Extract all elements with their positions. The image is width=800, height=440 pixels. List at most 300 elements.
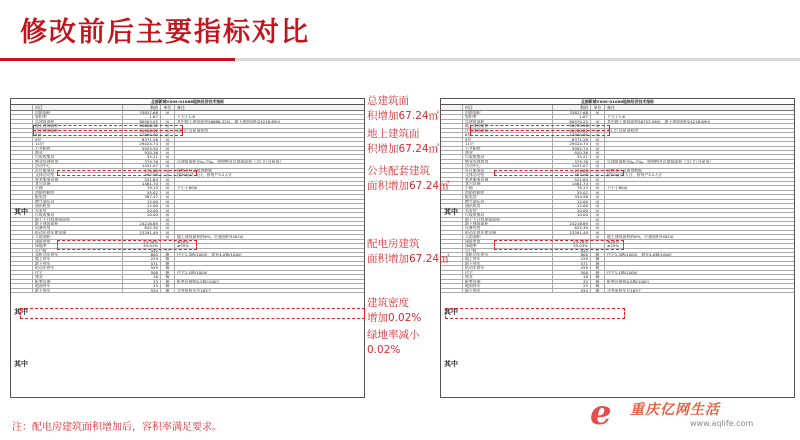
cell-note: 配套设施按0.5辆/100㎡ <box>177 279 220 284</box>
cell-group <box>11 275 33 278</box>
cell-note <box>175 275 364 278</box>
cell-unit: ㎡ <box>591 226 605 229</box>
cell-name: 商业 <box>463 275 553 278</box>
cell-unit: 辆 <box>591 289 605 292</box>
cell-value: 1.67 <box>123 115 161 118</box>
cell-value: 229 <box>123 257 161 260</box>
highlight-public-left <box>57 170 197 176</box>
group-label: 其中 <box>14 360 28 368</box>
cell-name: 消防控制室 <box>33 191 123 194</box>
cell-group <box>441 280 463 283</box>
cell-note: 配套设施按0.5辆/100㎡ <box>607 279 650 284</box>
cell-unit: ㎡ <box>161 213 175 216</box>
highlight-public-right <box>494 170 624 176</box>
cell-unit: ㎡ <box>161 160 175 163</box>
cell-unit: ㎡ <box>161 200 175 203</box>
cell-value: 18 <box>123 275 161 278</box>
header-unit: 单位 <box>591 105 605 110</box>
cell-name: 其它设施 <box>463 182 553 185</box>
cell-name: 绿地率 <box>33 244 123 247</box>
cell-name: 地上停车 <box>33 257 123 260</box>
cell-group <box>441 142 463 145</box>
cell-note <box>605 111 794 114</box>
cell-unit: 户 <box>161 249 175 252</box>
cell-group <box>11 200 33 203</box>
cell-group <box>11 231 33 234</box>
annotation-public: 公共配套建筑 面积增加67.24㎡ <box>367 165 450 192</box>
cell-name: 地面停车 <box>463 284 553 287</box>
cell-value: 521.64 <box>123 178 161 181</box>
cell-group <box>11 124 33 127</box>
cell-group <box>441 271 463 274</box>
cell-name: 地上建筑面积 <box>33 124 123 127</box>
footnote: 注：配电房建筑面积增加后，容积率满足要求。 <box>12 422 222 433</box>
cell-note <box>605 284 794 287</box>
cell-value: 80970.25 <box>553 120 591 123</box>
cell-name: 总建筑面积 <box>463 120 553 123</box>
cell-name: 机动车停车 <box>33 266 123 269</box>
cell-value: 20.00 <box>553 209 591 212</box>
cell-note <box>175 266 364 269</box>
cell-note <box>605 138 794 141</box>
cell-note: 含门厅及屋顶机房 <box>177 128 209 133</box>
cell-group <box>11 235 33 238</box>
cell-value: 534 <box>123 289 161 292</box>
cell-name: 公厕 <box>33 186 123 189</box>
cell-name: 配套设施 <box>33 280 123 283</box>
cell-value: 33 <box>553 280 591 283</box>
cell-note <box>605 195 794 198</box>
cell-value: 508 <box>553 271 591 274</box>
cell-value: 29424.74 <box>553 142 591 145</box>
cell-name: 地下停车 <box>33 289 123 292</box>
cell-note <box>605 155 794 158</box>
cell-unit: 辆 <box>591 280 605 283</box>
cell-group <box>441 289 463 292</box>
cell-group <box>11 226 33 229</box>
cell-value <box>123 235 161 238</box>
cell-name: 机动车停车 <box>463 266 553 269</box>
cell-value: 559 <box>553 266 591 269</box>
cell-name: 其它设施 <box>33 182 123 185</box>
cell-note <box>175 226 364 229</box>
cell-name: 配套设施 <box>463 280 553 283</box>
cell-name: 地下停车 <box>463 289 553 292</box>
cell-unit: ㎡ <box>161 218 175 221</box>
cell-note: 总建筑面积3‰-7‰，按照物业总建筑面积（含门厅及屋顶） <box>177 159 284 164</box>
cell-unit: ㎡ <box>591 164 605 167</box>
cell-unit: ㎡ <box>591 222 605 225</box>
cell-group <box>11 160 33 163</box>
cell-name: 配电房 <box>33 195 123 198</box>
header-note: 备注 <box>177 105 185 110</box>
cell-note <box>175 111 364 114</box>
cell-note <box>605 200 794 203</box>
cell-group <box>11 218 33 221</box>
cell-unit: 辆 <box>161 275 175 278</box>
cell-note <box>605 262 794 265</box>
cell-unit: ㎡ <box>591 182 605 185</box>
table-caption: 北部新城YX09-01066地块经济技术指标 <box>441 99 794 105</box>
watermark-logo-icon: e <box>590 393 612 433</box>
cell-name: 垃圾收集站 <box>463 155 553 158</box>
cell-note <box>175 249 364 252</box>
cell-value: 800 <box>553 253 591 256</box>
cell-name: 11层 <box>463 142 553 145</box>
cell-value: 33 <box>123 280 161 283</box>
cell-note <box>175 164 364 167</box>
cell-value: 274.68 <box>123 169 161 172</box>
cell-value: 387.47 <box>123 195 161 198</box>
cell-unit: ㎡ <box>591 213 605 216</box>
header-note: 备注 <box>607 105 615 110</box>
cell-unit: ㎡ <box>591 169 605 172</box>
cell-group <box>441 147 463 150</box>
cell-value: 8371.28 <box>553 138 591 141</box>
cell-unit: ㎡ <box>591 151 605 154</box>
cell-value: 1461.74 <box>553 182 591 185</box>
cell-note: 按20㎡/千人计，按每户3.2人计 <box>177 173 233 177</box>
cell-group <box>11 195 33 198</box>
cell-name: 社区服务站 <box>463 169 553 172</box>
cell-value: 920.36 <box>123 151 161 154</box>
cell-note <box>175 209 364 212</box>
cell-unit: ㎡ <box>161 182 175 185</box>
cell-name: 建筑密度 <box>33 240 123 243</box>
cell-group <box>441 133 463 136</box>
cell-value: 20.00 <box>123 209 161 212</box>
cell-value: 50760.82 <box>123 129 161 132</box>
cell-group <box>441 129 463 132</box>
cell-group <box>11 244 33 247</box>
cell-value: 571 <box>553 262 591 265</box>
cell-group <box>11 178 33 181</box>
cell-unit: ㎡ <box>161 133 175 136</box>
cell-name: 通讯机房 <box>463 204 553 207</box>
cell-note <box>175 231 364 234</box>
cell-unit: ㎡ <box>161 209 175 212</box>
cell-unit: 辆 <box>591 284 605 287</box>
cell-name: 商业 <box>33 151 123 154</box>
cell-note <box>175 257 364 260</box>
cell-value: 12.00 <box>123 204 161 207</box>
cell-note <box>175 124 364 127</box>
cell-group <box>11 271 33 274</box>
cell-name: 文体活动室 <box>463 173 553 176</box>
cell-value: 24.28% <box>553 240 591 243</box>
cell-group <box>11 111 33 114</box>
cell-group <box>11 289 33 292</box>
cell-name: 绿地率 <box>463 244 553 247</box>
cell-note: 含充电桩车位163个 <box>177 288 212 292</box>
cell-note <box>175 191 364 194</box>
cell-note <box>175 195 364 198</box>
highlight-density-left <box>20 308 365 319</box>
cell-note: 其中地上建筑面积56686.32㎡，地下建筑面积24216.69㎡ <box>177 119 281 124</box>
cell-value <box>553 235 591 238</box>
cell-name: 11层 <box>33 142 123 145</box>
cell-unit: ㎡ <box>591 142 605 145</box>
cell-name: 水泵房 <box>33 209 123 212</box>
cell-unit: ㎡ <box>161 169 175 172</box>
cell-note: 含充电桩车位163个 <box>607 288 642 292</box>
cell-value: 33827.68 <box>123 111 161 114</box>
cell-value: 24.30% <box>123 240 161 243</box>
cell-value: 79.13 <box>123 186 161 189</box>
cell-name: 机动车停车库设施 <box>33 231 123 234</box>
annotation-above-area: 地上建筑面 积增加67.24㎡ <box>367 128 440 155</box>
cell-unit: 辆 <box>591 266 605 269</box>
cell-value: 35.01% <box>123 244 161 247</box>
cell-value: 24216.69 <box>553 222 591 225</box>
cell-value: 23391.49 <box>553 231 591 234</box>
cell-group <box>11 253 33 256</box>
cell-value: 1451.07 <box>553 164 591 167</box>
cell-note <box>175 138 364 141</box>
cell-unit: ㎡ <box>161 138 175 141</box>
cell-name: 公厕 <box>463 186 553 189</box>
cell-unit: 辆 <box>161 266 175 269</box>
cell-name: 物业管理用房 <box>463 160 553 163</box>
cell-group <box>441 120 463 123</box>
cell-note <box>175 213 364 216</box>
cell-group <box>11 182 33 185</box>
cell-note <box>605 231 794 234</box>
cell-name: 住宅 <box>33 271 123 274</box>
cell-value: 25 <box>553 284 591 287</box>
cell-name: 容积率 <box>463 115 553 118</box>
cell-group <box>11 284 33 287</box>
cell-name: 非机动车停车 <box>33 253 123 256</box>
cell-note: ≥35% <box>607 244 619 248</box>
cell-group <box>11 262 33 265</box>
cell-note <box>175 147 364 150</box>
cell-note: ≤28% <box>607 239 619 244</box>
table-row <box>441 289 794 293</box>
cell-unit: ㎡ <box>591 186 605 189</box>
cell-value: 825.30 <box>553 226 591 229</box>
watermark-url: www.aqlife.com <box>690 419 754 428</box>
highlight-density-right <box>445 308 625 319</box>
cell-value: 800 <box>123 253 161 256</box>
cell-name: 文体活动室 <box>33 173 123 176</box>
cell-name: 6层 <box>463 133 553 136</box>
cell-note <box>605 266 794 269</box>
cell-group <box>441 111 463 114</box>
cell-unit: ㎡ <box>161 124 175 127</box>
cell-value: 29424.74 <box>123 142 161 145</box>
cell-note: 含门厅及屋顶机房 <box>607 128 639 133</box>
cell-note: 不大于1.6 <box>607 115 625 119</box>
cell-group <box>441 138 463 141</box>
cell-group <box>441 115 463 118</box>
cell-value: 12.00 <box>553 200 591 203</box>
annotation-green-rate: 绿地率减小 0.02% <box>367 329 420 356</box>
cell-name: 非机动车停车 <box>463 253 553 256</box>
cell-note: 按物业公司提供数据 <box>607 168 643 173</box>
cell-note: 总建筑面积3‰-7‰，按照物业总建筑面积（含门厅及屋顶） <box>607 159 714 164</box>
cell-group <box>11 240 33 243</box>
cell-name: 容积率 <box>33 115 123 118</box>
cell-value: 5925.50 <box>123 147 161 150</box>
cell-note <box>605 142 794 145</box>
highlight-power-left <box>57 240 197 250</box>
cell-name: 消防控制室 <box>463 191 553 194</box>
cell-value: 521.64 <box>553 178 591 181</box>
cell-value: 35.21 <box>123 155 161 158</box>
cell-name: 地下建筑面积 <box>33 222 123 225</box>
cell-group <box>441 231 463 234</box>
cell-name: 垃圾收集站 <box>463 213 553 216</box>
group-label: 其中 <box>444 208 458 216</box>
cell-name: 地下建筑面积 <box>463 222 553 225</box>
cell-unit <box>591 115 605 118</box>
cell-value: 1.67 <box>553 115 591 118</box>
header-item: 项目 <box>33 105 123 110</box>
group-label: 其中 <box>444 308 458 316</box>
cell-unit <box>161 115 175 118</box>
title-accent-bar <box>0 58 235 61</box>
cell-value: 920.36 <box>553 151 591 154</box>
cell-unit: ㎡ <box>591 209 605 212</box>
cell-value: 50760.82 <box>553 129 591 132</box>
cell-unit: 辆 <box>591 257 605 260</box>
cell-group <box>11 169 33 172</box>
cell-group <box>441 284 463 287</box>
cell-group <box>441 155 463 158</box>
cell-note <box>605 191 794 194</box>
cell-value: 379.76 <box>553 160 591 163</box>
cell-name: 9层 <box>33 138 123 141</box>
cell-name: 住宅建筑面积 <box>463 129 553 132</box>
cell-value: 379.76 <box>123 160 161 163</box>
cell-value: 432 <box>553 249 591 252</box>
cell-unit: ㎡ <box>161 147 175 150</box>
cell-value: 23391.49 <box>123 231 161 234</box>
cell-unit: ㎡ <box>591 124 605 127</box>
cell-unit: ㎡ <box>161 195 175 198</box>
cell-note: 按20㎡/千人计，按每户3.2人计 <box>607 173 663 177</box>
header-unit: 单位 <box>161 105 175 110</box>
cell-name: 养老服务设施 <box>463 178 553 181</box>
cell-value: 35.03% <box>553 244 591 247</box>
cell-group <box>441 124 463 127</box>
cell-value: 432 <box>123 249 161 252</box>
cell-name: 建筑密度 <box>463 240 553 243</box>
cell-name: 地下停车 <box>463 262 553 265</box>
cell-unit: 辆 <box>591 271 605 274</box>
cell-unit: ㎡ <box>591 200 605 203</box>
cell-note: 地上建筑面积的6%，应建面积3402㎡ <box>177 235 244 239</box>
cell-group <box>441 195 463 198</box>
cell-unit: ㎡ <box>161 191 175 194</box>
cell-unit: ㎡ <box>161 155 175 158</box>
cell-value: 467.06 <box>123 173 161 176</box>
cell-unit: ㎡ <box>161 142 175 145</box>
cell-name: 燃气调压站 <box>463 200 553 203</box>
cell-value: 24216.69 <box>123 222 161 225</box>
cell-unit: ㎡ <box>161 129 175 132</box>
cell-note: ≥35% <box>177 244 189 248</box>
cell-value: 10.00 <box>123 213 161 216</box>
cell-value: 5992.74 <box>553 147 591 150</box>
cell-group <box>11 142 33 145</box>
cell-note <box>605 124 794 127</box>
cell-value: 534 <box>553 289 591 292</box>
cell-group <box>11 191 33 194</box>
cell-name: 总户数 <box>33 249 123 252</box>
cell-note <box>605 226 794 229</box>
cell-note: 不大于1.6 <box>177 115 195 119</box>
cell-group <box>441 218 463 221</box>
cell-note: ≤28% <box>177 239 189 244</box>
header-value: 数值 <box>553 105 591 110</box>
cell-note: 其中地上建筑面积56753.56㎡，地下建筑面积24216.69㎡ <box>607 119 711 124</box>
cell-name: 人防面积 <box>463 235 553 238</box>
table-row <box>11 289 364 293</box>
cell-group <box>11 151 33 154</box>
cell-unit: 辆 <box>161 280 175 283</box>
cell-unit: ㎡ <box>161 235 175 238</box>
cell-value: 55.02 <box>123 191 161 194</box>
watermark-brand: 重庆亿网生活 <box>630 402 720 418</box>
cell-value: 55.02 <box>553 191 591 194</box>
cell-value: 8371.28 <box>123 138 161 141</box>
cell-value: 571 <box>123 262 161 265</box>
cell-note <box>605 164 794 167</box>
cell-unit: ㎡ <box>591 147 605 150</box>
cell-unit: 辆 <box>161 257 175 260</box>
cell-note: 住宅1.1辆/100㎡ <box>607 270 638 275</box>
cell-name: 用地面积 <box>33 111 123 114</box>
cell-unit: ㎡ <box>161 226 175 229</box>
annotation-power-room: 配电房建筑 面积增加67.24㎡ <box>367 238 450 265</box>
cell-value: 334.96 <box>553 195 591 198</box>
cell-group <box>11 266 33 269</box>
cell-unit: ㎡ <box>161 164 175 167</box>
cell-unit: 辆 <box>161 271 175 274</box>
cell-name: 通讯机房 <box>33 204 123 207</box>
cell-group <box>11 155 33 158</box>
cell-unit: ㎡ <box>161 173 175 176</box>
cell-unit: ㎡ <box>591 138 605 141</box>
cell-unit: ㎡ <box>161 204 175 207</box>
cell-value: 79.13 <box>553 186 591 189</box>
cell-note: 不小于60㎡ <box>607 186 628 190</box>
cell-unit: ㎡ <box>591 120 605 123</box>
cell-name: 机动车停车库设施 <box>463 231 553 234</box>
cell-note <box>175 200 364 203</box>
group-label: 其中 <box>14 308 28 316</box>
group-label: 其中 <box>14 208 28 216</box>
cell-group <box>441 160 463 163</box>
cell-group <box>11 120 33 123</box>
cell-unit: ㎡ <box>161 120 175 123</box>
highlight-above-area-right <box>470 130 610 136</box>
cell-unit: ㎡ <box>161 222 175 225</box>
cell-name: 人防面积 <box>33 235 123 238</box>
cell-name: 地上不计容建筑面积 <box>463 218 553 221</box>
cell-value <box>553 218 591 221</box>
cell-note <box>605 178 794 181</box>
cell-unit: ㎡ <box>591 111 605 114</box>
cell-name: 9层 <box>463 138 553 141</box>
cell-note <box>175 155 364 158</box>
cell-note <box>605 222 794 225</box>
page-title: 修改前后主要指标对比 <box>20 17 310 48</box>
cell-name: 地面停车 <box>33 284 123 287</box>
cell-name: 设备用房 <box>463 226 553 229</box>
